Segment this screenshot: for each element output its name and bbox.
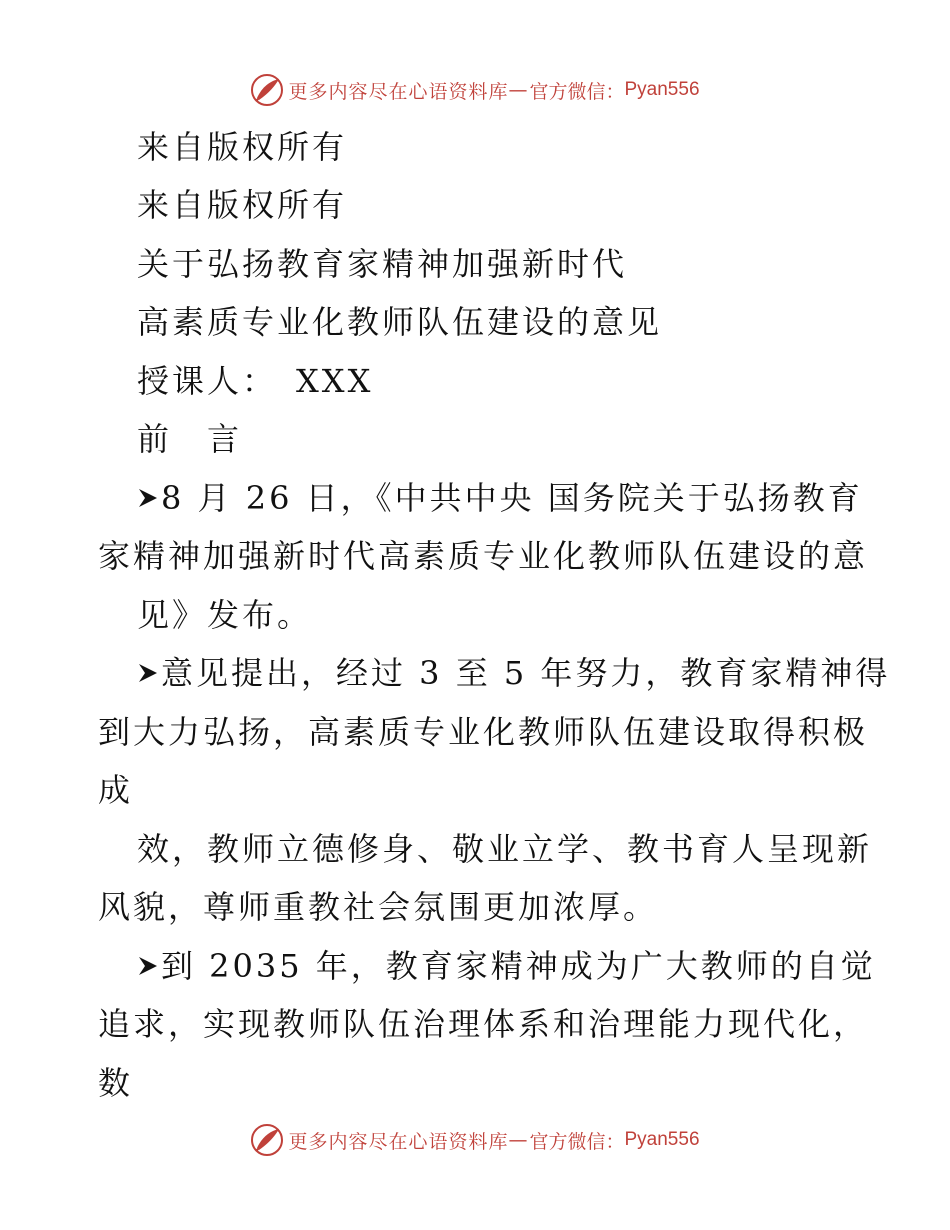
bullet-paragraph-1-line-3: 见》发布。 [137,596,313,634]
paragraph-text: 到 2035 年，教育家精神成为广大教师的自觉 [161,947,876,985]
arrow-bullet-icon [137,662,159,684]
arrow-bullet-icon [137,955,159,977]
arrow-bullet-icon [137,487,159,509]
bullet-paragraph-1-line-2: 家精神加强新时代高素质专业化教师队伍建设的意 [98,537,869,575]
bullet-paragraph-2-line-5: 风貌，尊师重教社会氛围更加浓厚。 [98,888,659,926]
watermark-wechat-id: Pyan556 [624,79,700,100]
footer-watermark [0,1120,950,1160]
watermark-separator: — [508,79,528,101]
bullet-paragraph-3-line-1 [0,946,950,986]
title-line-1: 关于弘扬教育家精神加强新时代 [137,245,628,283]
title-line-2: 高素质专业化教师队伍建设的意见 [137,303,663,341]
bullet-paragraph-2-line-1 [0,653,950,693]
watermark-wechat-id: Pyan556 [624,1129,700,1150]
watermark-official-label: 官方微信： [529,1130,625,1153]
bullet-paragraph-2-line-3: 成 [98,771,134,809]
watermark-official-label: 官方微信： [529,80,625,103]
watermark-separator: — [508,1129,528,1151]
bullet-paragraph-2-line-4: 效，教师立德修身、敬业立学、教书育人呈现新 [137,830,873,868]
paragraph-text: 意见提出，经过 3 至 5 年努力，教育家精神得 [161,654,891,692]
paragraph-text: 8 月 26 日，《中共中央 国务院关于弘扬教育 [161,479,863,517]
copyright-line-1: 来自版权所有 [137,128,348,166]
feather-pen-logo-icon [250,1123,284,1157]
bullet-paragraph-2-line-2: 到大力弘扬，高素质专业化教师队伍建设取得积极 [98,713,869,751]
lecturer-line: 授课人： XXX [137,362,374,400]
watermark-text: 更多内容尽在心语资料库 [288,80,509,103]
bullet-paragraph-3-line-3: 数 [98,1064,134,1102]
watermark-text: 更多内容尽在心语资料库 [288,1130,509,1153]
bullet-paragraph-3-line-2: 追求，实现教师队伍治理体系和治理能力现代化， [98,1005,869,1043]
preface-heading: 前 言 [137,420,243,458]
header-watermark [0,70,950,110]
bullet-paragraph-1-line-1 [0,478,950,518]
copyright-line-2: 来自版权所有 [137,186,348,224]
feather-pen-logo-icon [250,73,284,107]
